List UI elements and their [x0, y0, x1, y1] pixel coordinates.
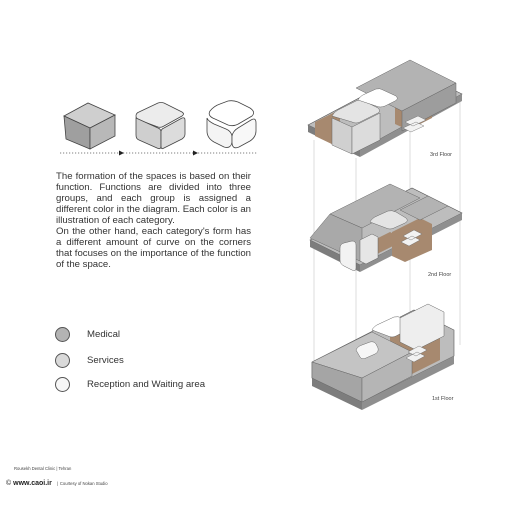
legend-label-medical: Medical [87, 329, 121, 340]
description-paragraph-2: On the other hand, each category's form has a different amount of curve on the corners that focuses on the importance of the function of the space. [56, 226, 251, 270]
legend-swatch-reception [55, 377, 70, 392]
floor-label-3rd: 3rd Floor [430, 152, 453, 158]
cube-services [136, 103, 185, 149]
legend-item-services [55, 353, 124, 368]
arrow-head-1 [119, 151, 124, 156]
legend-label-reception: Reception and Waiting area [87, 379, 206, 390]
project-credit: Rousekh Dental Clinic | Tehran [14, 466, 72, 471]
floor-1-model [312, 304, 454, 410]
legend-swatch-medical [55, 327, 70, 342]
description-paragraph-1: The formation of the spaces is based on their function. Functions are divided into three groups, and each group is assigned a different color in the diagram. Each color is an illustration of each category. [56, 171, 251, 226]
floor-label-1st: 1st Floor [432, 396, 454, 402]
floor-2-model [310, 184, 462, 272]
floor-3-model [308, 60, 462, 157]
legend-swatch-services [55, 353, 70, 368]
copyright-symbol: © [6, 480, 12, 487]
legend-label-services: Services [87, 355, 124, 366]
legend-item-reception [55, 377, 205, 392]
credit-separator: | [56, 481, 58, 486]
evolution-arrow-line [60, 151, 258, 156]
courtesy-text: Courtesy of Nokan Studio [59, 481, 108, 486]
arrow-head-2 [193, 151, 198, 156]
floor-label-2nd: 2nd Floor [428, 272, 452, 278]
cube-reception [207, 101, 256, 148]
cube-medical [64, 103, 115, 149]
site-link[interactable]: www.caoi.ir [13, 480, 52, 487]
site-credit [6, 480, 108, 487]
description-text [56, 171, 251, 270]
legend-item-medical [55, 327, 120, 342]
